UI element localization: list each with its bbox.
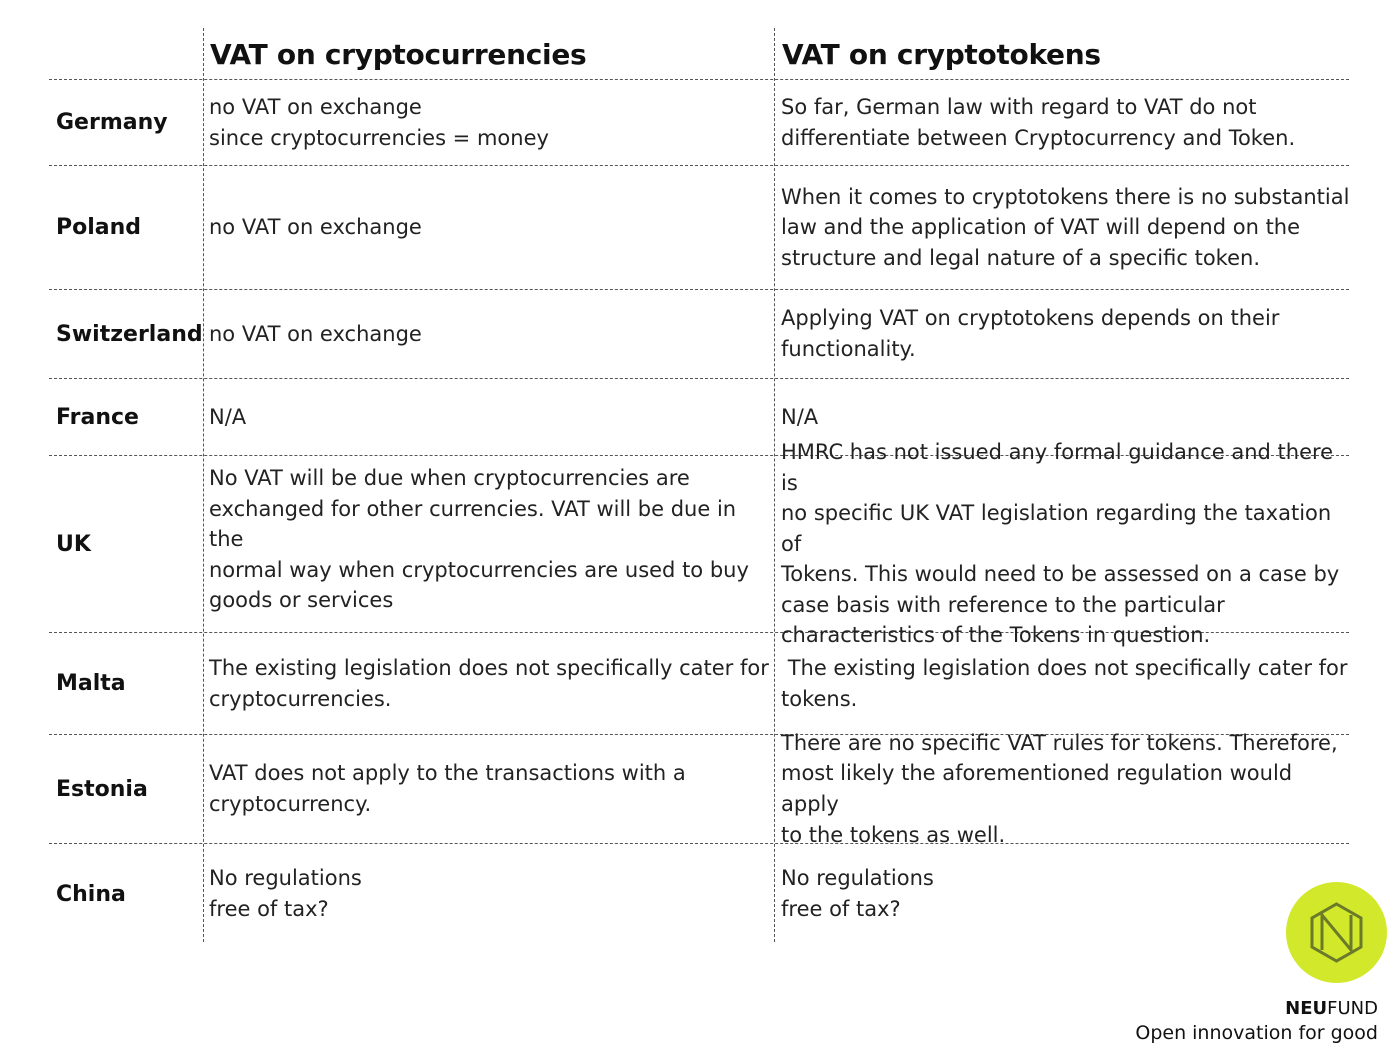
neufund-hexagon-n-icon (1286, 882, 1387, 983)
header-vat-cryptocurrencies: VAT on cryptocurrencies (210, 38, 587, 71)
table-row-china (49, 844, 1349, 944)
cryptotoken-vat-cell: No regulations free of tax? (781, 866, 934, 921)
cryptotoken-vat-cell: The existing legislation does not specifically cater for tokens. (781, 655, 1348, 711)
cryptotoken-vat-cell: Applying VAT on cryptotokens depends on their functionality. (781, 306, 1280, 361)
country-label: Switzerland (56, 321, 203, 347)
country-label: Estonia (56, 776, 148, 802)
cryptotoken-vat-cell: So far, German law with regard to VAT do not differentiate between Cryptocurrency and Token. (781, 94, 1296, 150)
table-row-uk (49, 439, 1349, 648)
cryptotoken-vat-cell: When it comes to cryptotokens there is no substantial law and the application of VAT will depend on the structure and legal nature of a specific token. (781, 184, 1350, 270)
table-row-malta (49, 633, 1349, 734)
cryptocurrency-vat-cell: No regulations free of tax? (209, 866, 362, 921)
brand-name-strong: NEU (1285, 998, 1328, 1019)
country-label: UK (56, 531, 91, 557)
brand-tagline: Open innovation for good (1135, 1022, 1378, 1044)
country-label: Malta (56, 671, 126, 696)
cryptotoken-vat-cell: N/A (781, 404, 819, 429)
cryptotoken-vat-cell: HMRC has not issued any formal guidance and there is no specific UK VAT legislation regarding the taxation of Tokens. This would need to be assessed on a case by case basis with reference to the particular characteristics of the Tokens in question. (781, 439, 1340, 648)
header-vat-cryptotokens: VAT on cryptotokens (782, 38, 1101, 71)
cryptocurrency-vat-cell: No VAT will be due when cryptocurrencies are exchanged for other currencies. VAT will be due in the normal way when cryptocurrencies are used to buy goods or services (209, 466, 749, 613)
cryptocurrency-vat-cell: no VAT on exchange (209, 215, 422, 240)
table-row-germany (49, 80, 1349, 165)
table-row-switzerland (49, 290, 1349, 378)
country-label: Poland (56, 215, 142, 240)
country-label: China (56, 881, 126, 907)
cryptocurrency-vat-cell: no VAT on exchange since cryptocurrencies = money (209, 94, 549, 150)
country-label: Germany (56, 110, 168, 135)
country-label: France (56, 404, 139, 430)
table-row-estonia (49, 730, 1349, 847)
brand-name (1285, 998, 1378, 1019)
cryptocurrency-vat-cell: no VAT on exchange (209, 321, 422, 346)
brand-name-rest: FUND (1327, 998, 1378, 1019)
neufund-logo (1286, 882, 1387, 983)
cryptocurrency-vat-cell: VAT does not apply to the transactions with a cryptocurrency. (209, 761, 686, 816)
cryptocurrency-vat-cell: The existing legislation does not specifically cater for cryptocurrencies. (209, 655, 769, 711)
cryptotoken-vat-cell: There are no specific VAT rules for tokens. Therefore, most likely the aforementioned regulation would apply to the tokens as well. (781, 730, 1338, 847)
cryptocurrency-vat-cell: N/A (209, 404, 247, 429)
table-row-poland (49, 166, 1349, 289)
